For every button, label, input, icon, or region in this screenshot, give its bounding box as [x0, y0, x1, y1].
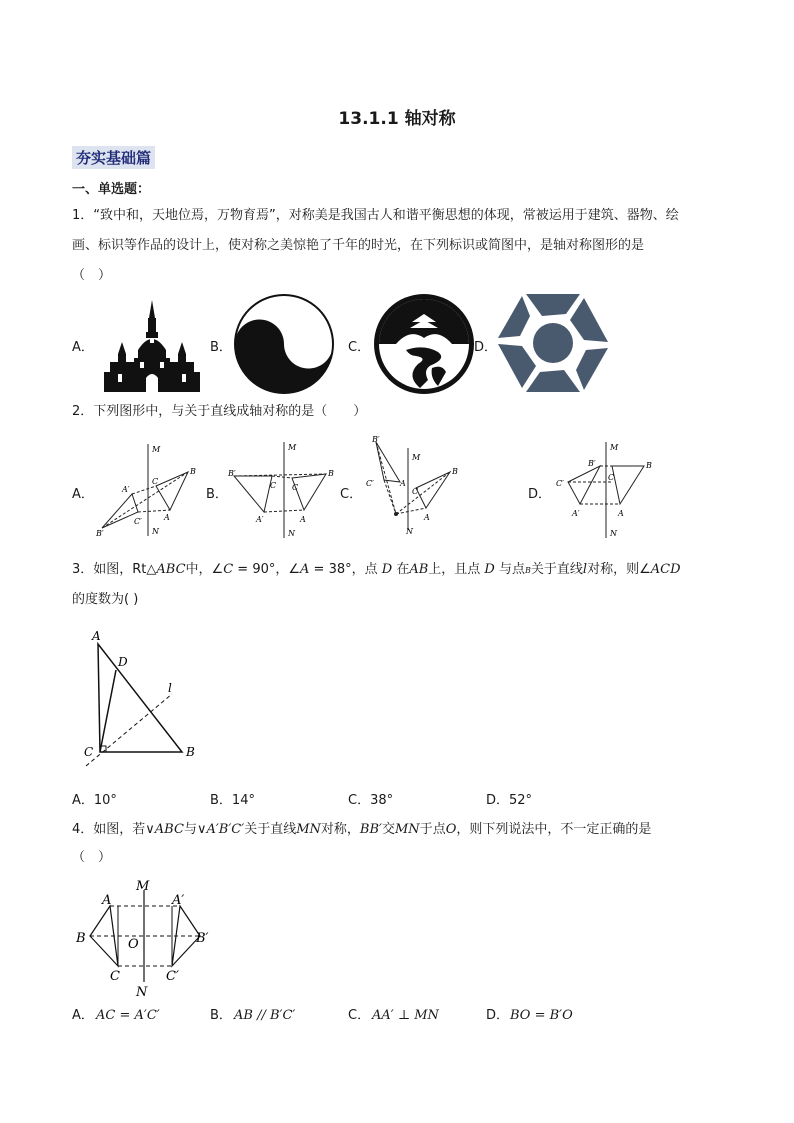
svg-text:C′: C′	[556, 479, 564, 488]
svg-text:M: M	[610, 443, 619, 452]
q2-text: 2．下列图形中，与关于直线成轴对称的是（ ）	[72, 404, 367, 419]
q1-option-a-label: A．	[72, 340, 94, 355]
label-M: M	[152, 445, 161, 454]
svg-text:C′: C′	[366, 479, 374, 488]
section-heading: 夯实基础篇	[72, 146, 155, 169]
svg-text:B′: B′	[96, 529, 104, 538]
svg-text:C: C	[110, 969, 120, 984]
q1-text-line1: 1．“致中和，天地位焉，万物育焉”，对称美是我国古人和谐平衡思想的体现，常被运用于建筑、器物、绘	[72, 208, 679, 223]
q4-text-line1: 4．如图，若∨ABC与∨A′B′C′关于直线MN对称，BB′交MN于点O，则下列说法中，不一定正确的是	[72, 822, 652, 837]
svg-text:M: M	[412, 453, 421, 462]
q2-figure-c	[360, 434, 470, 534]
q1-option-c-label: C．	[348, 340, 371, 355]
svg-text:N: N	[610, 529, 617, 538]
q3-text-line2: 的度数为( )	[72, 592, 139, 607]
q2-option-b-label: B．	[206, 487, 228, 502]
q4-paren: （ ）	[72, 850, 112, 865]
svg-text:B: B	[190, 467, 196, 476]
q1-paren: （ ）	[72, 268, 112, 283]
q1-option-d-label: D．	[474, 340, 498, 355]
svg-text:M: M	[136, 879, 150, 894]
svg-text:A: A	[92, 629, 101, 643]
svg-text:B: B	[646, 461, 652, 470]
svg-text:O: O	[128, 937, 139, 952]
svg-text:C: C	[412, 487, 419, 496]
svg-text:B: B	[328, 469, 334, 478]
svg-text:C: C	[292, 483, 299, 492]
svg-text:C: C	[84, 745, 94, 759]
q1-text-line2: 画、标识等作品的设计上，使对称之美惊艳了千年的时光，在下列标识或简图中，是轴对称图形的是	[72, 238, 645, 253]
svg-text:B′: B′	[228, 469, 236, 478]
svg-text:N: N	[136, 985, 148, 998]
svg-text:A′: A′	[572, 509, 580, 518]
svg-text:B′: B′	[588, 459, 596, 468]
q3-triangle-figure	[78, 626, 208, 772]
svg-text:C: C	[152, 477, 159, 486]
part-heading: 一、单选题：	[72, 182, 151, 197]
hexagon-logo-icon	[496, 292, 610, 394]
svg-text:B: B	[186, 745, 195, 759]
q3-option-a: A．10°	[72, 793, 117, 808]
q1-option-b-label: B．	[210, 340, 232, 355]
q4-figure	[72, 876, 222, 998]
q2-option-a-label: A．	[72, 487, 94, 502]
svg-text:A′: A′	[122, 485, 130, 494]
emblem-icon	[372, 292, 476, 396]
svg-text:C: C	[608, 473, 615, 482]
svg-text:M: M	[288, 443, 297, 452]
svg-text:l: l	[168, 681, 172, 695]
svg-text:B: B	[452, 467, 458, 476]
svg-text:C′: C′	[166, 969, 179, 984]
svg-text:N: N	[406, 527, 413, 534]
q2-option-c-label: C．	[340, 487, 363, 502]
svg-text:N: N	[288, 529, 295, 538]
castle-icon	[104, 298, 200, 392]
svg-text:A: A	[424, 513, 430, 522]
q3-option-d: D．52°	[486, 793, 533, 808]
q3-text-line1: 3．如图，Rt△ABC中，∠C = 90°，∠A = 38°，点 D 在AB上，且点 D 与点B关于直线l对称，则∠ACD	[72, 562, 681, 577]
yin-yang-icon	[233, 293, 335, 395]
page-title: 13.1.1 轴对称	[338, 109, 456, 129]
label-N: N	[152, 527, 159, 536]
q3-option-c: C．38°	[348, 793, 394, 808]
svg-text:B′: B′	[196, 931, 209, 946]
svg-text:B′: B′	[372, 435, 380, 444]
svg-text:A: A	[400, 479, 406, 488]
svg-text:A: A	[618, 509, 624, 518]
svg-text:A′: A′	[172, 893, 185, 908]
svg-text:C′: C′	[134, 517, 142, 526]
svg-text:A: A	[102, 893, 112, 908]
svg-text:A: A	[300, 515, 306, 524]
svg-text:A: A	[164, 513, 170, 522]
q2-figure-b	[226, 440, 336, 540]
svg-text:B: B	[76, 931, 86, 946]
svg-text:A′: A′	[256, 515, 264, 524]
q2-option-d-label: D．	[528, 487, 552, 502]
q2-figure-a	[92, 440, 202, 540]
q3-option-b: B．14°	[210, 793, 255, 808]
svg-text:C: C	[270, 481, 277, 490]
q2-figure-d	[548, 440, 658, 540]
svg-text:D: D	[118, 655, 128, 669]
